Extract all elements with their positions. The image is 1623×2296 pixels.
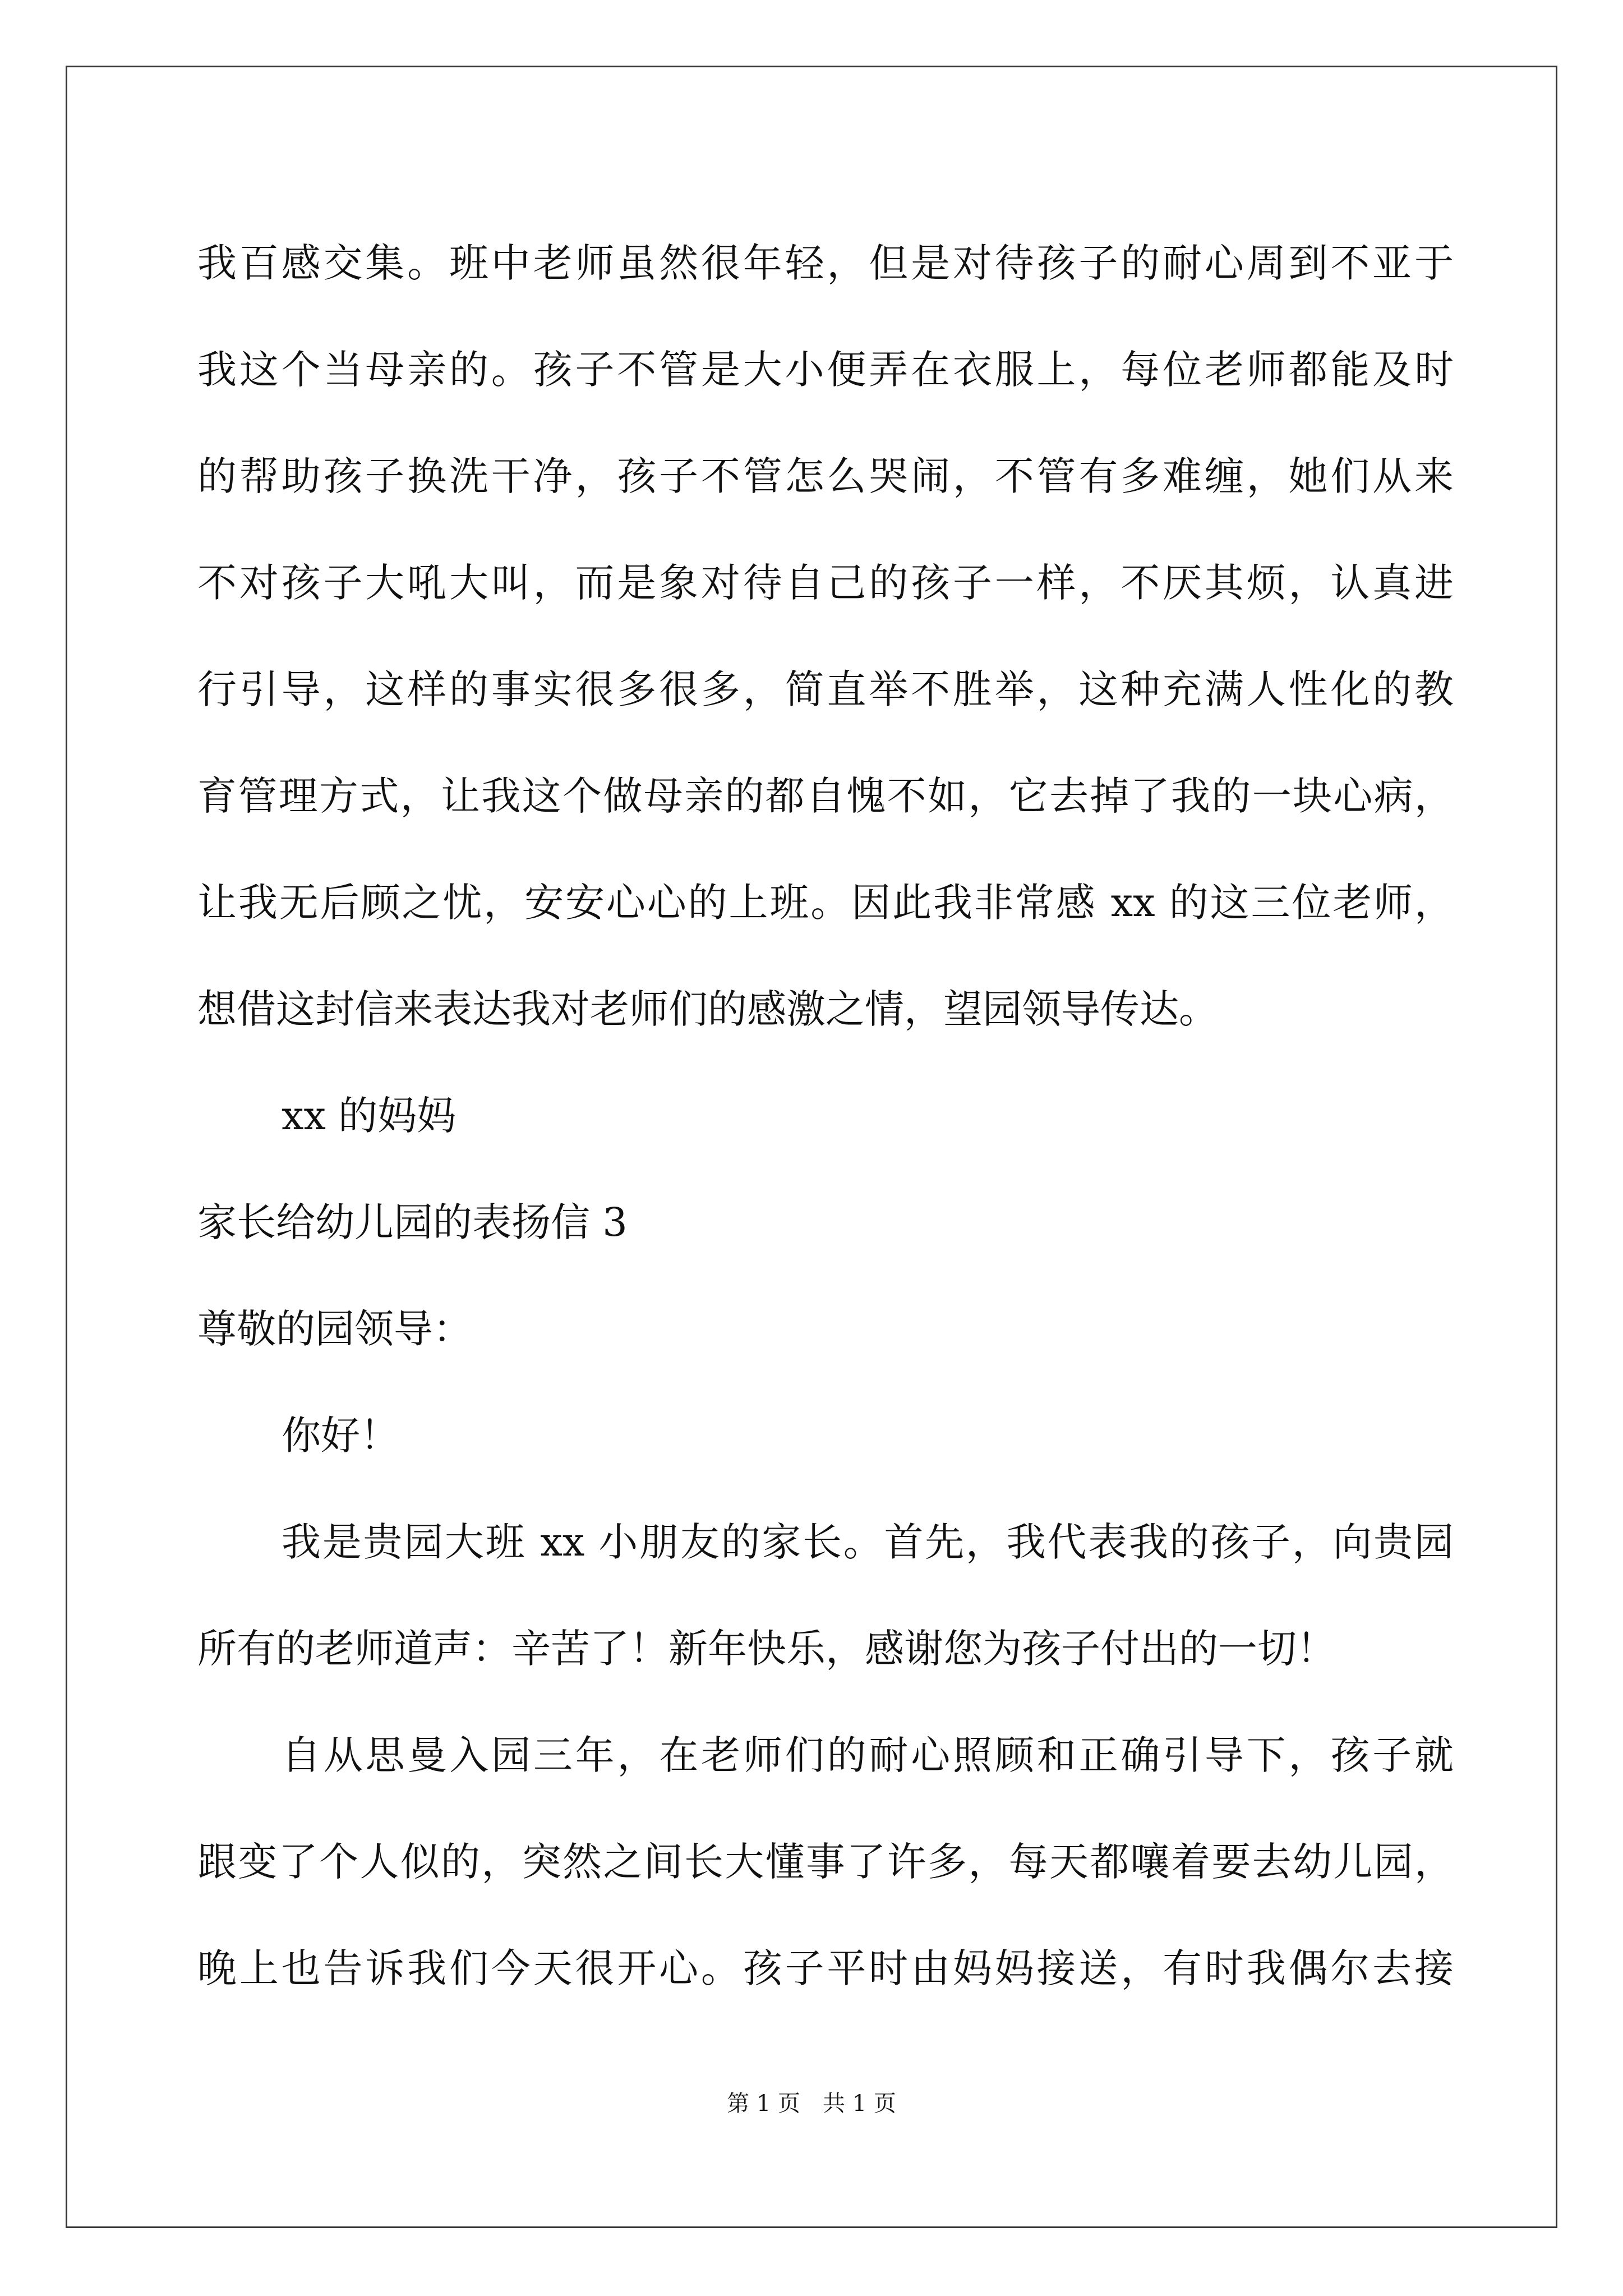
text-line: 育管理方式，让我这个做母亲的都自愧不如，它去掉了我的一块心病， (197, 773, 1454, 819)
document-body (197, 210, 1454, 2022)
salutation: 尊敬的园领导： (197, 1306, 472, 1352)
text-line: 让我无后顾之忧，安安心心的上班。因此我非常感 xx 的这三位老师， (197, 880, 1454, 926)
page-footer: 第 1 页 共 1 页 (727, 2091, 896, 2116)
text-line: 晚上也告诉我们今天很开心。孩子平时由妈妈接送，有时我偶尔去接 (197, 1945, 1454, 1991)
text-line: 我百感交集。班中老师虽然很年轻，但是对待孩子的耐心周到不亚于 (197, 240, 1454, 286)
letter-title: 家长给幼儿园的表扬信 3 (197, 1199, 628, 1245)
greeting: 你好！ (282, 1412, 399, 1458)
text-line: 我是贵园大班 xx 小朋友的家长。首先，我代表我的孩子，向贵园 (282, 1519, 1454, 1565)
text-line: 自从思曼入园三年，在老师们的耐心照顾和正确引导下，孩子就 (282, 1732, 1454, 1778)
text-line: 行引导，这样的事实很多很多，简直举不胜举，这种充满人性化的教 (197, 666, 1454, 712)
text-line: 的帮助孩子换洗干净，孩子不管怎么哭闹，不管有多难缠，她们从来 (197, 453, 1454, 499)
text-line: 所有的老师道声：辛苦了！新年快乐，感谢您为孩子付出的一切！ (197, 1626, 1336, 1672)
signature-line: xx 的妈妈 (282, 1093, 457, 1139)
text-line: 想借这封信来表达我对老师们的感激之情，望园领导传达。 (197, 986, 1218, 1032)
text-line: 不对孩子大吼大叫，而是象对待自己的孩子一样，不厌其烦，认真进 (197, 560, 1454, 606)
text-line: 我这个当母亲的。孩子不管是大小便弄在衣服上，每位老师都能及时 (197, 347, 1454, 393)
text-line: 跟变了个人似的，突然之间长大懂事了许多，每天都嚷着要去幼儿园， (197, 1839, 1454, 1885)
